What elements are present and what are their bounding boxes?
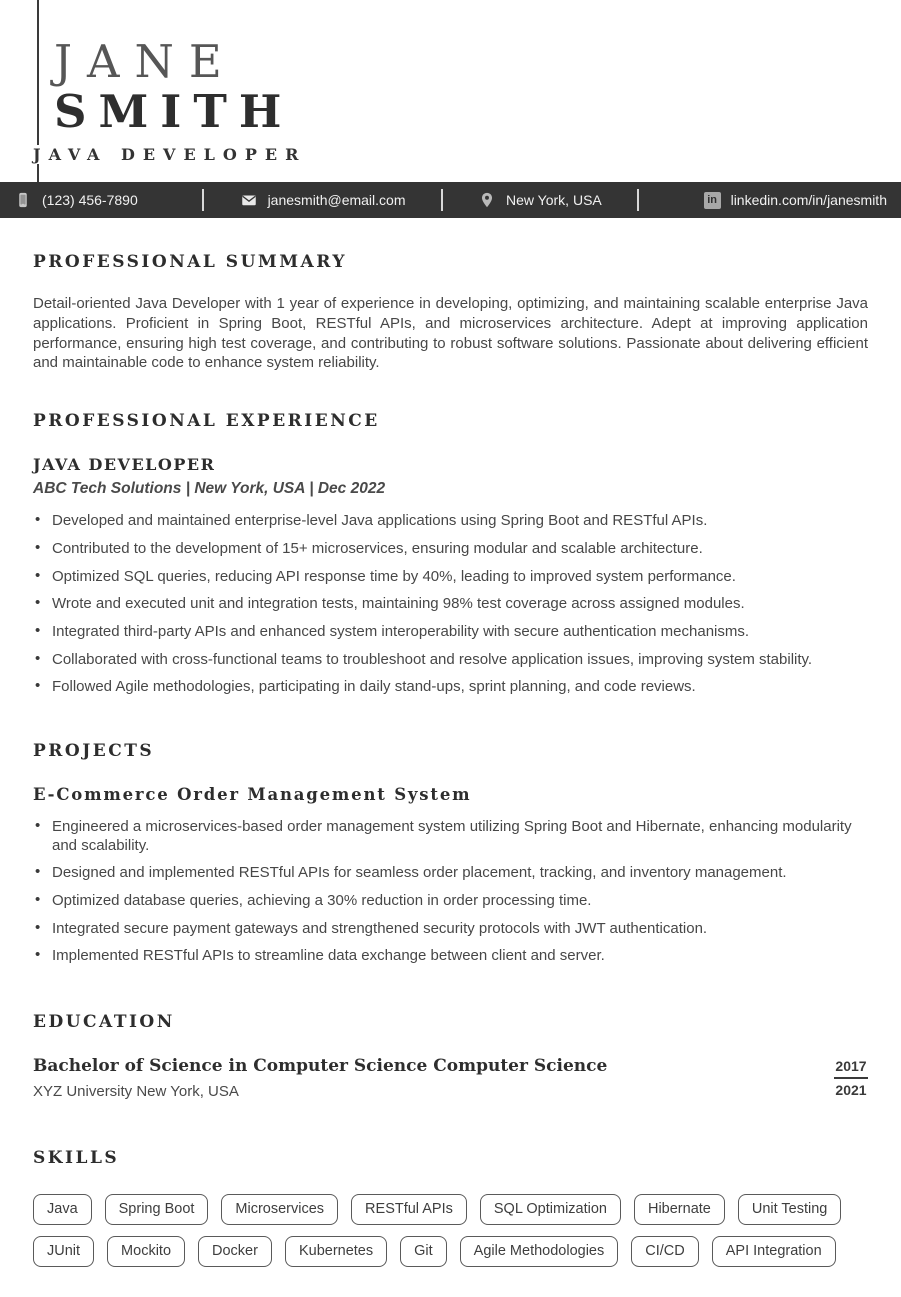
education-degree: Bachelor of Science in Computer Science Computer Science [33,1055,608,1076]
skill-chip: Unit Testing [738,1194,842,1225]
skill-chip: RESTful APIs [351,1194,467,1225]
experience-bullet: • Collaborated with cross-functional teams to troubleshoot and resolve application issues, improving system stability. [33,650,868,669]
skill-chip: Java [33,1194,92,1225]
project-bullet: • Designed and implemented RESTful APIs for seamless order placement, tracking, and inventory management. [33,863,868,882]
skill-chip: Spring Boot [105,1194,209,1225]
linkedin-icon: in [704,192,721,209]
skills-heading: SKILLS [33,1147,120,1168]
skill-chip: CI/CD [631,1236,698,1267]
skill-chip: Hibernate [634,1194,725,1225]
phone-icon [14,191,32,209]
experience-bullet: • Optimized SQL queries, reducing API response time by 40%, leading to improved system performance. [33,567,868,586]
section-skills [33,1148,868,1267]
job-meta: ABC Tech Solutions | New York, USA | Dec 2022 [33,480,386,498]
experience-bullet: • Integrated third-party APIs and enhanced system interoperability with secure authentication mechanisms. [33,622,868,641]
education-school: XYZ University New York, USA [33,1082,239,1100]
skill-chip: Git [400,1236,447,1267]
project-bullet: • Implemented RESTful APIs to streamline data exchange between client and server. [33,946,868,965]
skill-chip: Microservices [221,1194,338,1225]
contact-phone [14,191,196,209]
skill-chip: SQL Optimization [480,1194,621,1225]
project-bullet: • Integrated secure payment gateways and strengthened security protocols with JWT authentication. [33,919,868,938]
skill-chip: API Integration [712,1236,836,1267]
education-heading: EDUCATION [33,1011,175,1032]
skill-chip: Mockito [107,1236,185,1267]
resume-header [0,0,901,182]
contact-linkedin [645,192,887,209]
contact-location [449,191,631,209]
section-projects [33,741,868,966]
contact-separator [202,189,204,211]
project-title: E-Commerce Order Management System [33,784,472,804]
section-education [33,1012,868,1100]
resume-body [0,218,901,1297]
education-dates [834,1056,868,1098]
project-bullet: • Engineered a microservices-based order management system utilizing Spring Boot and Hibernate, enhancing modularity and scalability. [33,817,868,855]
contact-email-value: janesmith@email.com [267,192,406,208]
contact-email [210,191,434,209]
skill-chip: Docker [198,1236,272,1267]
education-entry [33,1056,868,1100]
summary-heading: PROFESSIONAL SUMMARY [33,252,347,272]
experience-bullet-list [33,511,868,696]
contact-phone-value: (123) 456-7890 [42,192,138,208]
education-start-year: 2017 [835,1057,867,1074]
project-bullet-list [33,817,868,966]
candidate-name [54,35,294,138]
education-end-year: 2021 [835,1081,867,1098]
experience-heading: PROFESSIONAL EXPERIENCE [33,411,380,432]
skills-chip-list [33,1194,868,1267]
experience-bullet: • Contributed to the development of 15+ microservices, ensuring modular and scalable architecture. [33,539,868,558]
experience-bullet: • Followed Agile methodologies, participating in daily stand-ups, sprint planning, and code reviews. [33,677,868,696]
skill-chip: Kubernetes [285,1236,387,1267]
projects-heading: PROJECTS [33,740,155,761]
contact-bar [0,182,901,218]
section-professional-summary [33,252,868,373]
education-date-divider [834,1077,868,1079]
candidate-last-name: SMITH [54,84,294,138]
contact-linkedin-value: linkedin.com/in/janesmith [730,192,887,208]
experience-bullet: • Wrote and executed unit and integration tests, maintaining 98% test coverage across assigned modules. [33,594,868,613]
education-details [33,1056,607,1100]
section-professional-experience [33,411,868,696]
contact-separator [637,189,639,211]
summary-text: Detail-oriented Java Developer with 1 year of experience in developing, optimizing, and maintaining scalable enterprise Java applications. Proficient in Spring Boot, RESTful APIs, and microservices architecture. Adept at improving application performance, ensuring high test coverage, and contributing to robust software solutions. Passionate about delivering efficient and maintainable code to enhance system reliability. [33,295,868,372]
candidate-role-title: JAVA DEVELOPER [33,145,312,164]
skill-chip: JUnit [33,1236,94,1267]
contact-separator [441,189,443,211]
location-pin-icon [478,191,496,209]
job-title: JAVA DEVELOPER [33,455,216,475]
email-icon [240,191,258,209]
contact-location-value: New York, USA [506,192,602,208]
experience-bullet: • Developed and maintained enterprise-level Java applications using Spring Boot and RESTful APIs. [33,511,868,530]
candidate-first-name: JANE [54,35,237,88]
project-bullet: • Optimized database queries, achieving a 30% reduction in order processing time. [33,891,868,910]
skill-chip: Agile Methodologies [460,1236,619,1267]
